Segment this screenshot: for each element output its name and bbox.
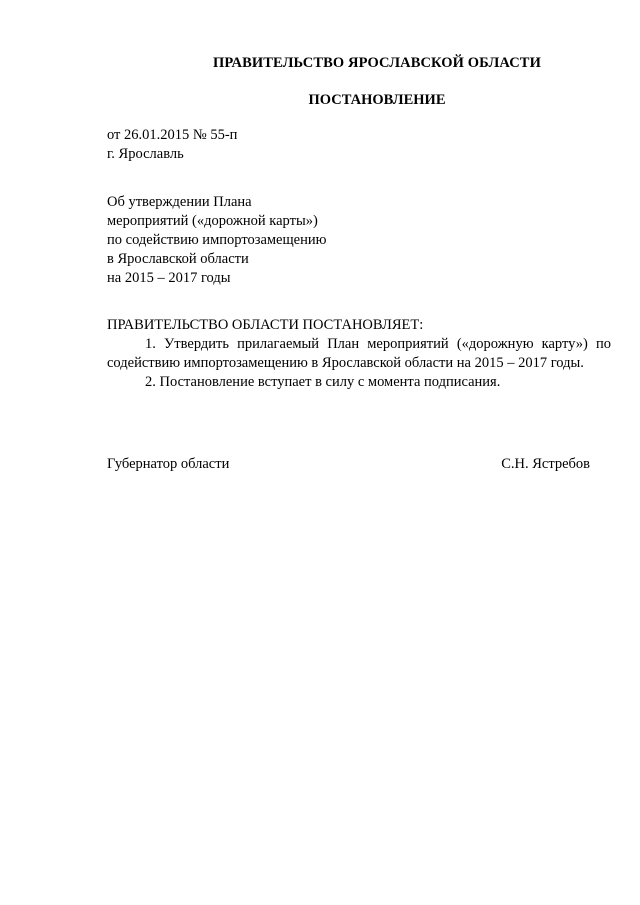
organization-heading: ПРАВИТЕЛЬСТВО ЯРОСЛАВСКОЙ ОБЛАСТИ [213, 55, 541, 71]
subject-line: на 2015 – 2017 годы [107, 270, 231, 286]
decree-item: 1. Утвердить прилагаемый План мероприятий («дорожную карту») по содействию импортозамещению в Ярославской области на 2015 – 2017 годы. [107, 336, 611, 371]
signatory-position: Губернатор области [107, 456, 230, 472]
document-body [107, 316, 611, 392]
document-type-heading: ПОСТАНОВЛЕНИЕ [308, 92, 446, 108]
subject-line: в Ярославской области [107, 251, 249, 267]
date-number: от 26.01.2015 № 55-п [107, 127, 238, 143]
subject-line: мероприятий («дорожной карты») [107, 213, 318, 229]
place: г. Ярославль [107, 146, 184, 162]
signature-block [107, 456, 590, 473]
subject-line: по содействию импортозамещению [107, 232, 327, 248]
document-meta [107, 126, 237, 164]
document-subject [107, 193, 326, 288]
signatory-name: С.Н. Ястребов [501, 456, 590, 472]
subject-line: Об утверждении Плана [107, 194, 252, 210]
decree-phrase: ПРАВИТЕЛЬСТВО ОБЛАСТИ ПОСТАНОВЛЯЕТ: [107, 317, 424, 333]
decree-item: 2. Постановление вступает в силу с момента подписания. [145, 374, 501, 390]
